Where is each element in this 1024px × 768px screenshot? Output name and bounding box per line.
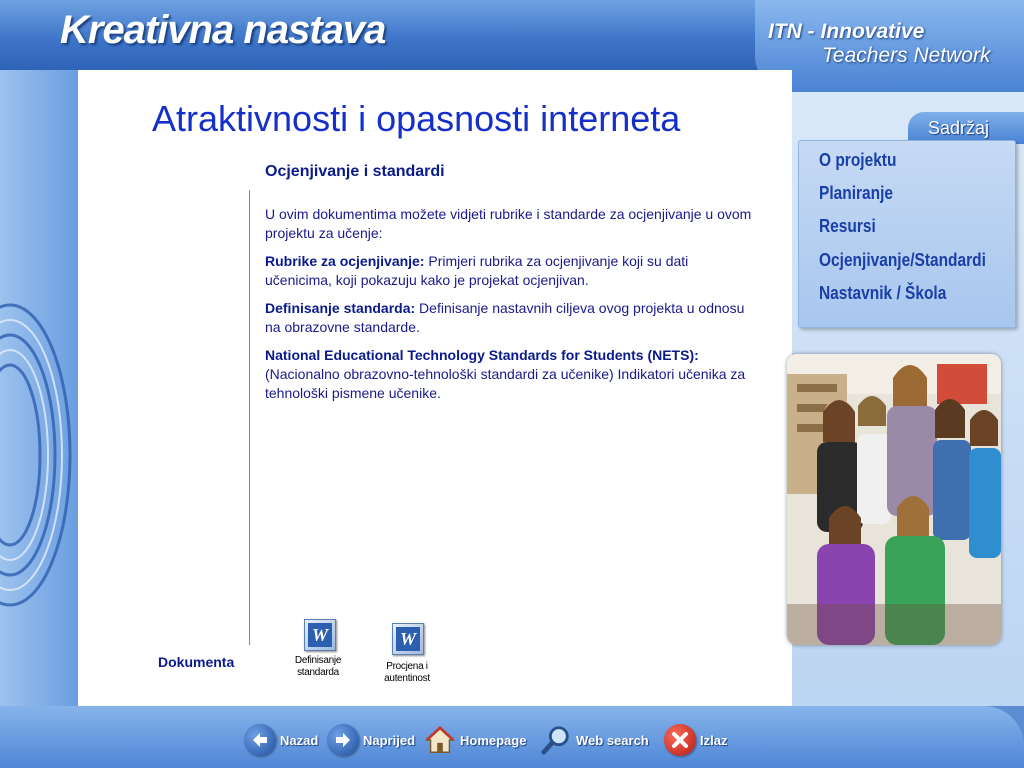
decorative-rings-graphic	[0, 290, 80, 620]
page-title: Atraktivnosti i opasnosti interneta	[152, 98, 681, 139]
itn-title-line2: Teachers Network	[822, 44, 991, 67]
item-text: Primjeri rubrika za ocjenjivanje koji su dati učenicima, koji pokazuju kako je projekat ocjenjivan.	[265, 253, 689, 288]
caption-line: Definisanje	[294, 655, 342, 666]
item-term[interactable]: Definisanje standarda:	[265, 300, 416, 316]
nav-forward-label: Naprijed	[363, 732, 416, 748]
nav-web-search-label: Web search	[576, 732, 649, 748]
nav-exit-label: Izlaz	[700, 732, 728, 748]
caption-line: Procjena i	[386, 661, 428, 672]
item-text: Definisanje nastavnih ciljeva ovog projekta u odnosu na obrazovne standarde.	[265, 300, 745, 335]
toc-item-resursi[interactable]: Resursi	[819, 216, 876, 236]
toc-tab-label: Sadržaj	[928, 118, 990, 138]
item-paragraph	[265, 299, 757, 337]
item-term[interactable]: National Educational Technology Standards for Students (NETS):	[265, 347, 699, 363]
arrow-left-icon	[244, 724, 276, 756]
toc-item-nastavnik-skola[interactable]: Nastavnik / Škola	[819, 283, 947, 303]
nav-forward-button[interactable]	[327, 722, 415, 758]
site-title: Kreativna nastava	[60, 8, 386, 52]
item-text: (Nacionalno obrazovno-tehnološki standardi za učenike) Indikatori učenika za tehnološki pismene učenike.	[265, 366, 746, 401]
body-text	[265, 205, 757, 412]
word-document-icon[interactable]: W	[392, 623, 424, 655]
nav-back-label: Nazad	[280, 732, 319, 748]
magnifier-icon	[540, 724, 572, 756]
item-paragraph	[265, 252, 757, 290]
arrow-right-icon	[327, 724, 359, 756]
documents-label: Dokumenta	[158, 654, 235, 670]
item-paragraph	[265, 346, 757, 403]
class-photo	[787, 354, 1001, 645]
item-term[interactable]: Rubrike za ocjenjivanje:	[265, 253, 425, 269]
nav-web-search-button[interactable]	[540, 722, 649, 758]
toc-item-o-projektu[interactable]: O projektu	[819, 150, 897, 170]
word-document-icon[interactable]: W	[304, 619, 336, 651]
nav-homepage-label: Homepage	[460, 732, 527, 748]
toc-item-planiranje[interactable]: Planiranje	[819, 183, 894, 203]
section-title: Ocjenjivanje i standardi	[265, 163, 445, 180]
document-caption[interactable]	[367, 661, 447, 685]
nav-back-button[interactable]	[244, 722, 318, 758]
caption-line: autentinost	[384, 673, 430, 684]
document-caption[interactable]	[278, 655, 358, 679]
nav-homepage-button[interactable]	[424, 722, 526, 758]
itn-title-line1: ITN - Innovative	[768, 20, 925, 43]
home-icon	[424, 724, 456, 756]
intro-paragraph: U ovim dokumentima možete vidjeti rubrike i standarde za ocjenjivanje u ovom projektu za učenje:	[265, 206, 752, 241]
vertical-divider	[249, 190, 250, 645]
toc-item-ocjenjivanje-standardi[interactable]: Ocjenjivanje/Standardi	[819, 250, 986, 270]
caption-line: standarda	[297, 667, 339, 678]
nav-exit-button[interactable]	[664, 722, 727, 758]
close-icon	[664, 724, 696, 756]
